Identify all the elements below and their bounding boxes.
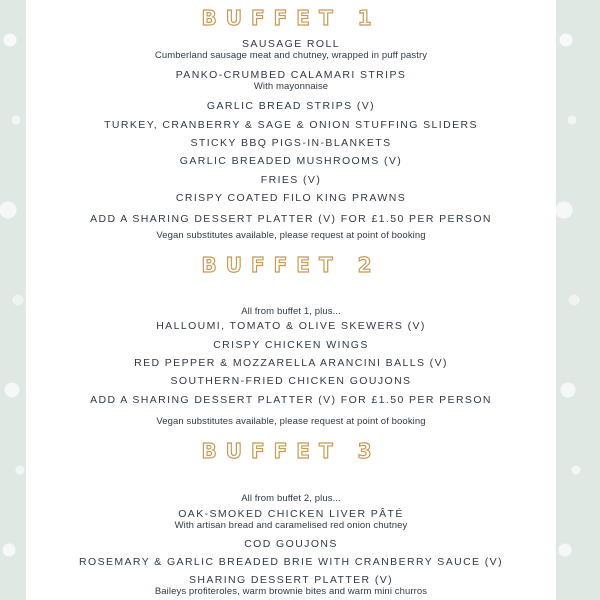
buffet-1-dessert-addon: ADD A SHARING DESSERT PLATTER (V) FOR £1.50 PER PERSON — [90, 213, 492, 225]
calamari-title: PANKO-CRUMBED CALAMARI STRIPS — [175, 69, 407, 81]
fries-title: FRIES (V) — [260, 174, 322, 186]
buffet-2-heading: BUFFET 2 — [201, 253, 381, 277]
bokeh-background-left — [0, 0, 26, 600]
sliders-title: TURKEY, CRANBERRY & SAGE & ONION STUFFING SLIDERS — [104, 119, 478, 131]
sausage-roll-title: SAUSAGE ROLL — [242, 38, 340, 50]
buffet-2-intro: All from buffet 1, plus... — [241, 306, 341, 317]
buffet-1-heading: BUFFET 1 — [201, 6, 381, 30]
buffet-2-vegan-note: Vegan substitutes available, please request at point of booking — [156, 416, 426, 427]
bokeh-background-right — [556, 0, 600, 600]
cod-goujons-title: COD GOUJONS — [244, 538, 338, 550]
brie-title: ROSEMARY & GARLIC BREADED BRIE WITH CRANBERRY SAUCE (V) — [79, 556, 503, 568]
menu-page — [26, 0, 556, 600]
dessert-platter-desc: Baileys profiteroles, warm brownie bites and warm mini churros — [154, 586, 428, 597]
calamari-desc: With mayonnaise — [253, 81, 329, 92]
mushrooms-title: GARLIC BREADED MUSHROOMS (V) — [179, 155, 403, 167]
pate-title: OAK-SMOKED CHICKEN LIVER PÂTÉ — [178, 508, 404, 520]
pigs-in-blankets-title: STICKY BBQ PIGS-IN-BLANKETS — [190, 137, 392, 149]
buffet-1-vegan-note: Vegan substitutes available, please request at point of booking — [156, 230, 426, 241]
sausage-roll-desc: Cumberland sausage meat and chutney, wrapped in puff pastry — [154, 50, 428, 61]
halloumi-title: HALLOUMI, TOMATO & OLIVE SKEWERS (V) — [156, 320, 426, 332]
buffet-3-intro: All from buffet 2, plus... — [241, 493, 341, 504]
chicken-goujons-title: SOUTHERN-FRIED CHICKEN GOUJONS — [170, 375, 412, 387]
buffet-3-heading: BUFFET 3 — [201, 439, 381, 463]
pate-desc: With artisan bread and caramelised red onion chutney — [174, 520, 408, 531]
arancini-title: RED PEPPER & MOZZARELLA ARANCINI BALLS (V) — [134, 357, 448, 369]
garlic-bread-title: GARLIC BREAD STRIPS (V) — [206, 100, 376, 112]
chicken-wings-title: CRISPY CHICKEN WINGS — [213, 339, 369, 351]
buffet-2-dessert-addon: ADD A SHARING DESSERT PLATTER (V) FOR £1.50 PER PERSON — [90, 394, 492, 406]
prawns-title: CRISPY COATED FILO KING PRAWNS — [175, 192, 407, 204]
dessert-platter-title: SHARING DESSERT PLATTER (V) — [188, 574, 394, 586]
